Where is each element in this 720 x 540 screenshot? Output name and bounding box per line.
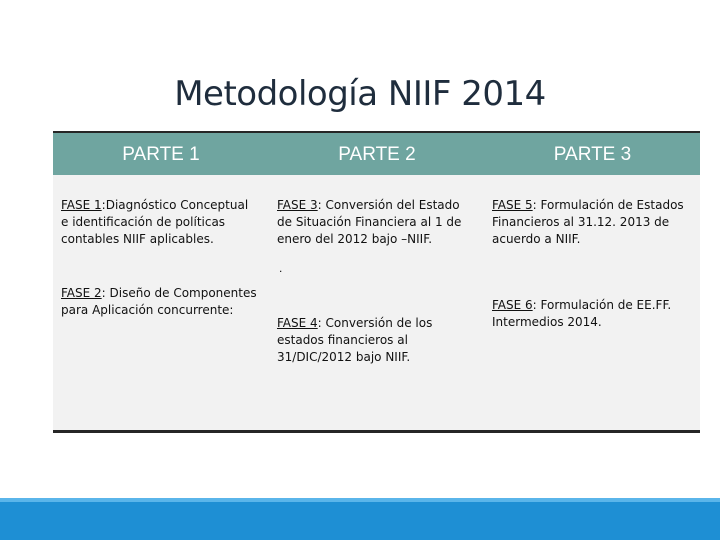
cell-fase-5 (492, 197, 692, 248)
cell-fase-6 (492, 297, 692, 331)
fase-3-label: FASE 3 (277, 198, 318, 212)
header-parte-2: PARTE 2 (338, 144, 416, 165)
page-title: Metodología NIIF 2014 (174, 74, 546, 114)
cell-fase-2 (61, 285, 257, 319)
fase-4-label: FASE 4 (277, 316, 318, 330)
header-parte-1: PARTE 1 (122, 144, 200, 165)
fase-1-text: :Diagnóstico Conceptual e identificación de políticas contables NIIF aplicables. (61, 198, 249, 246)
stray-dot: . (279, 261, 283, 275)
fase-5-text: : Formulación de Estados Financieros al 31.12. 2013 de acuerdo a NIIF. (492, 198, 684, 246)
fase-6-text: : Formulación de EE.FF. Intermedios 2014. (492, 298, 672, 329)
fase-1-label: FASE 1 (61, 198, 102, 212)
table-header-row (53, 133, 700, 175)
fase-3-text: : Conversión del Estado de Situación Financiera al 1 de enero del 2012 bajo –NIIF. (277, 198, 462, 246)
header-parte-3: PARTE 3 (553, 144, 632, 165)
footer-highlight (0, 498, 720, 502)
fase-6-label: FASE 6 (492, 298, 533, 312)
fase-4-text: : Conversión de los estados financieros al 31/DIC/2012 bajo NIIF. (277, 316, 433, 364)
fase-2-text: : Diseño de Componentes para Aplicación concurrente: (61, 286, 257, 317)
cell-fase-3 (277, 197, 475, 248)
cell-fase-4 (277, 315, 475, 366)
footer-bar (0, 498, 720, 540)
methodology-table (53, 131, 700, 433)
fase-2-label: FASE 2 (61, 286, 102, 300)
cell-fase-1 (61, 197, 257, 248)
fase-5-label: FASE 5 (492, 198, 533, 212)
